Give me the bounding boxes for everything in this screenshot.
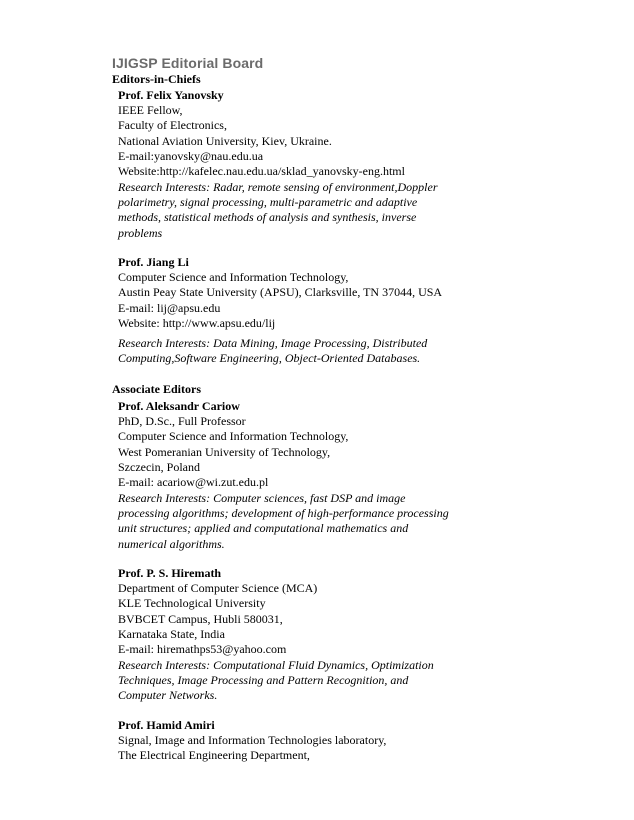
- editor-name: Prof. Aleksandr Cariow: [118, 399, 240, 413]
- interest-line: processing algorithms; development of high-performance processing: [118, 506, 449, 521]
- interest-line: Research Interests: Radar, remote sensing of environment,Doppler: [118, 180, 438, 194]
- research-interests: [118, 658, 618, 704]
- editor-detail: Signal, Image and Information Technologies laboratory,: [118, 733, 387, 748]
- editor-name: Prof. Hamid Amiri: [118, 718, 215, 732]
- section-heading-chiefs: Editors-in-Chiefs: [112, 72, 201, 86]
- interest-line: Research Interests: Computer sciences, fast DSP and image: [118, 491, 406, 505]
- interest-line: Computer Networks.: [118, 688, 218, 703]
- interest-line: Research Interests: Computational Fluid Dynamics, Optimization: [118, 658, 434, 672]
- editor-detail: West Pomeranian University of Technology,: [118, 444, 331, 459]
- editor-entry: [118, 88, 618, 179]
- editor-email: E-mail: lij@apsu.edu: [118, 300, 221, 315]
- editor-detail: National Aviation University, Kiev, Ukraine.: [118, 133, 332, 148]
- page-title: IJIGSP Editorial Board: [112, 55, 264, 71]
- editor-detail: The Electrical Engineering Department,: [118, 748, 310, 763]
- editor-name: Prof. Jiang Li: [118, 255, 189, 269]
- editor-entry: [118, 718, 618, 764]
- interest-line: polarimetry, signal processing, multi-parametric and adaptive: [118, 195, 418, 210]
- interest-line: numerical algorithms.: [118, 536, 225, 551]
- research-interests: [118, 336, 618, 366]
- editor-detail: KLE Technological University: [118, 596, 266, 611]
- editor-name: Prof. Felix Yanovsky: [118, 88, 224, 102]
- interest-line: unit structures; applied and computational mathematics and: [118, 521, 409, 536]
- editor-detail: Karnataka State, India: [118, 626, 225, 641]
- editor-name: Prof. P. S. Hiremath: [118, 566, 222, 580]
- editor-entry: [118, 566, 618, 657]
- section-heading-associates: Associate Editors: [112, 382, 201, 396]
- editor-detail: Austin Peay State University (APSU), Clarksville, TN 37044, USA: [118, 285, 443, 300]
- interest-line: problems: [118, 225, 163, 240]
- editor-detail: PhD, D.Sc., Full Professor: [118, 414, 246, 429]
- editor-detail: BVBCET Campus, Hubli 580031,: [118, 611, 283, 626]
- editor-email: E-mail: hiremathps53@yahoo.com: [118, 642, 287, 657]
- research-interests: [118, 491, 618, 552]
- editor-entry: [118, 399, 618, 490]
- editor-detail: Szczecin, Poland: [118, 459, 200, 474]
- interest-line: Techniques, Image Processing and Pattern Recognition, and: [118, 673, 409, 688]
- editor-detail: Computer Science and Information Technology,: [118, 429, 349, 444]
- editor-website: Website:http://kafelec.nau.edu.ua/sklad_yanovsky-eng.html: [118, 164, 405, 179]
- research-interests: [118, 180, 618, 241]
- interest-line: methods, statistical methods of analysis and synthesis, inverse: [118, 210, 417, 225]
- editor-detail: Faculty of Electronics,: [118, 118, 227, 133]
- editor-email: E-mail:yanovsky@nau.edu.ua: [118, 148, 264, 163]
- editor-email: E-mail: acariow@wi.zut.edu.pl: [118, 475, 269, 490]
- editor-detail: Department of Computer Science (MCA): [118, 581, 318, 596]
- interest-line: Research Interests: Data Mining, Image Processing, Distributed: [118, 336, 428, 350]
- editor-detail: IEEE Fellow,: [118, 103, 183, 118]
- editor-entry: [118, 255, 618, 331]
- interest-line: Computing,Software Engineering, Object-Oriented Databases.: [118, 351, 421, 366]
- editor-detail: Computer Science and Information Technology,: [118, 270, 349, 285]
- editor-website: Website: http://www.apsu.edu/lij: [118, 315, 276, 330]
